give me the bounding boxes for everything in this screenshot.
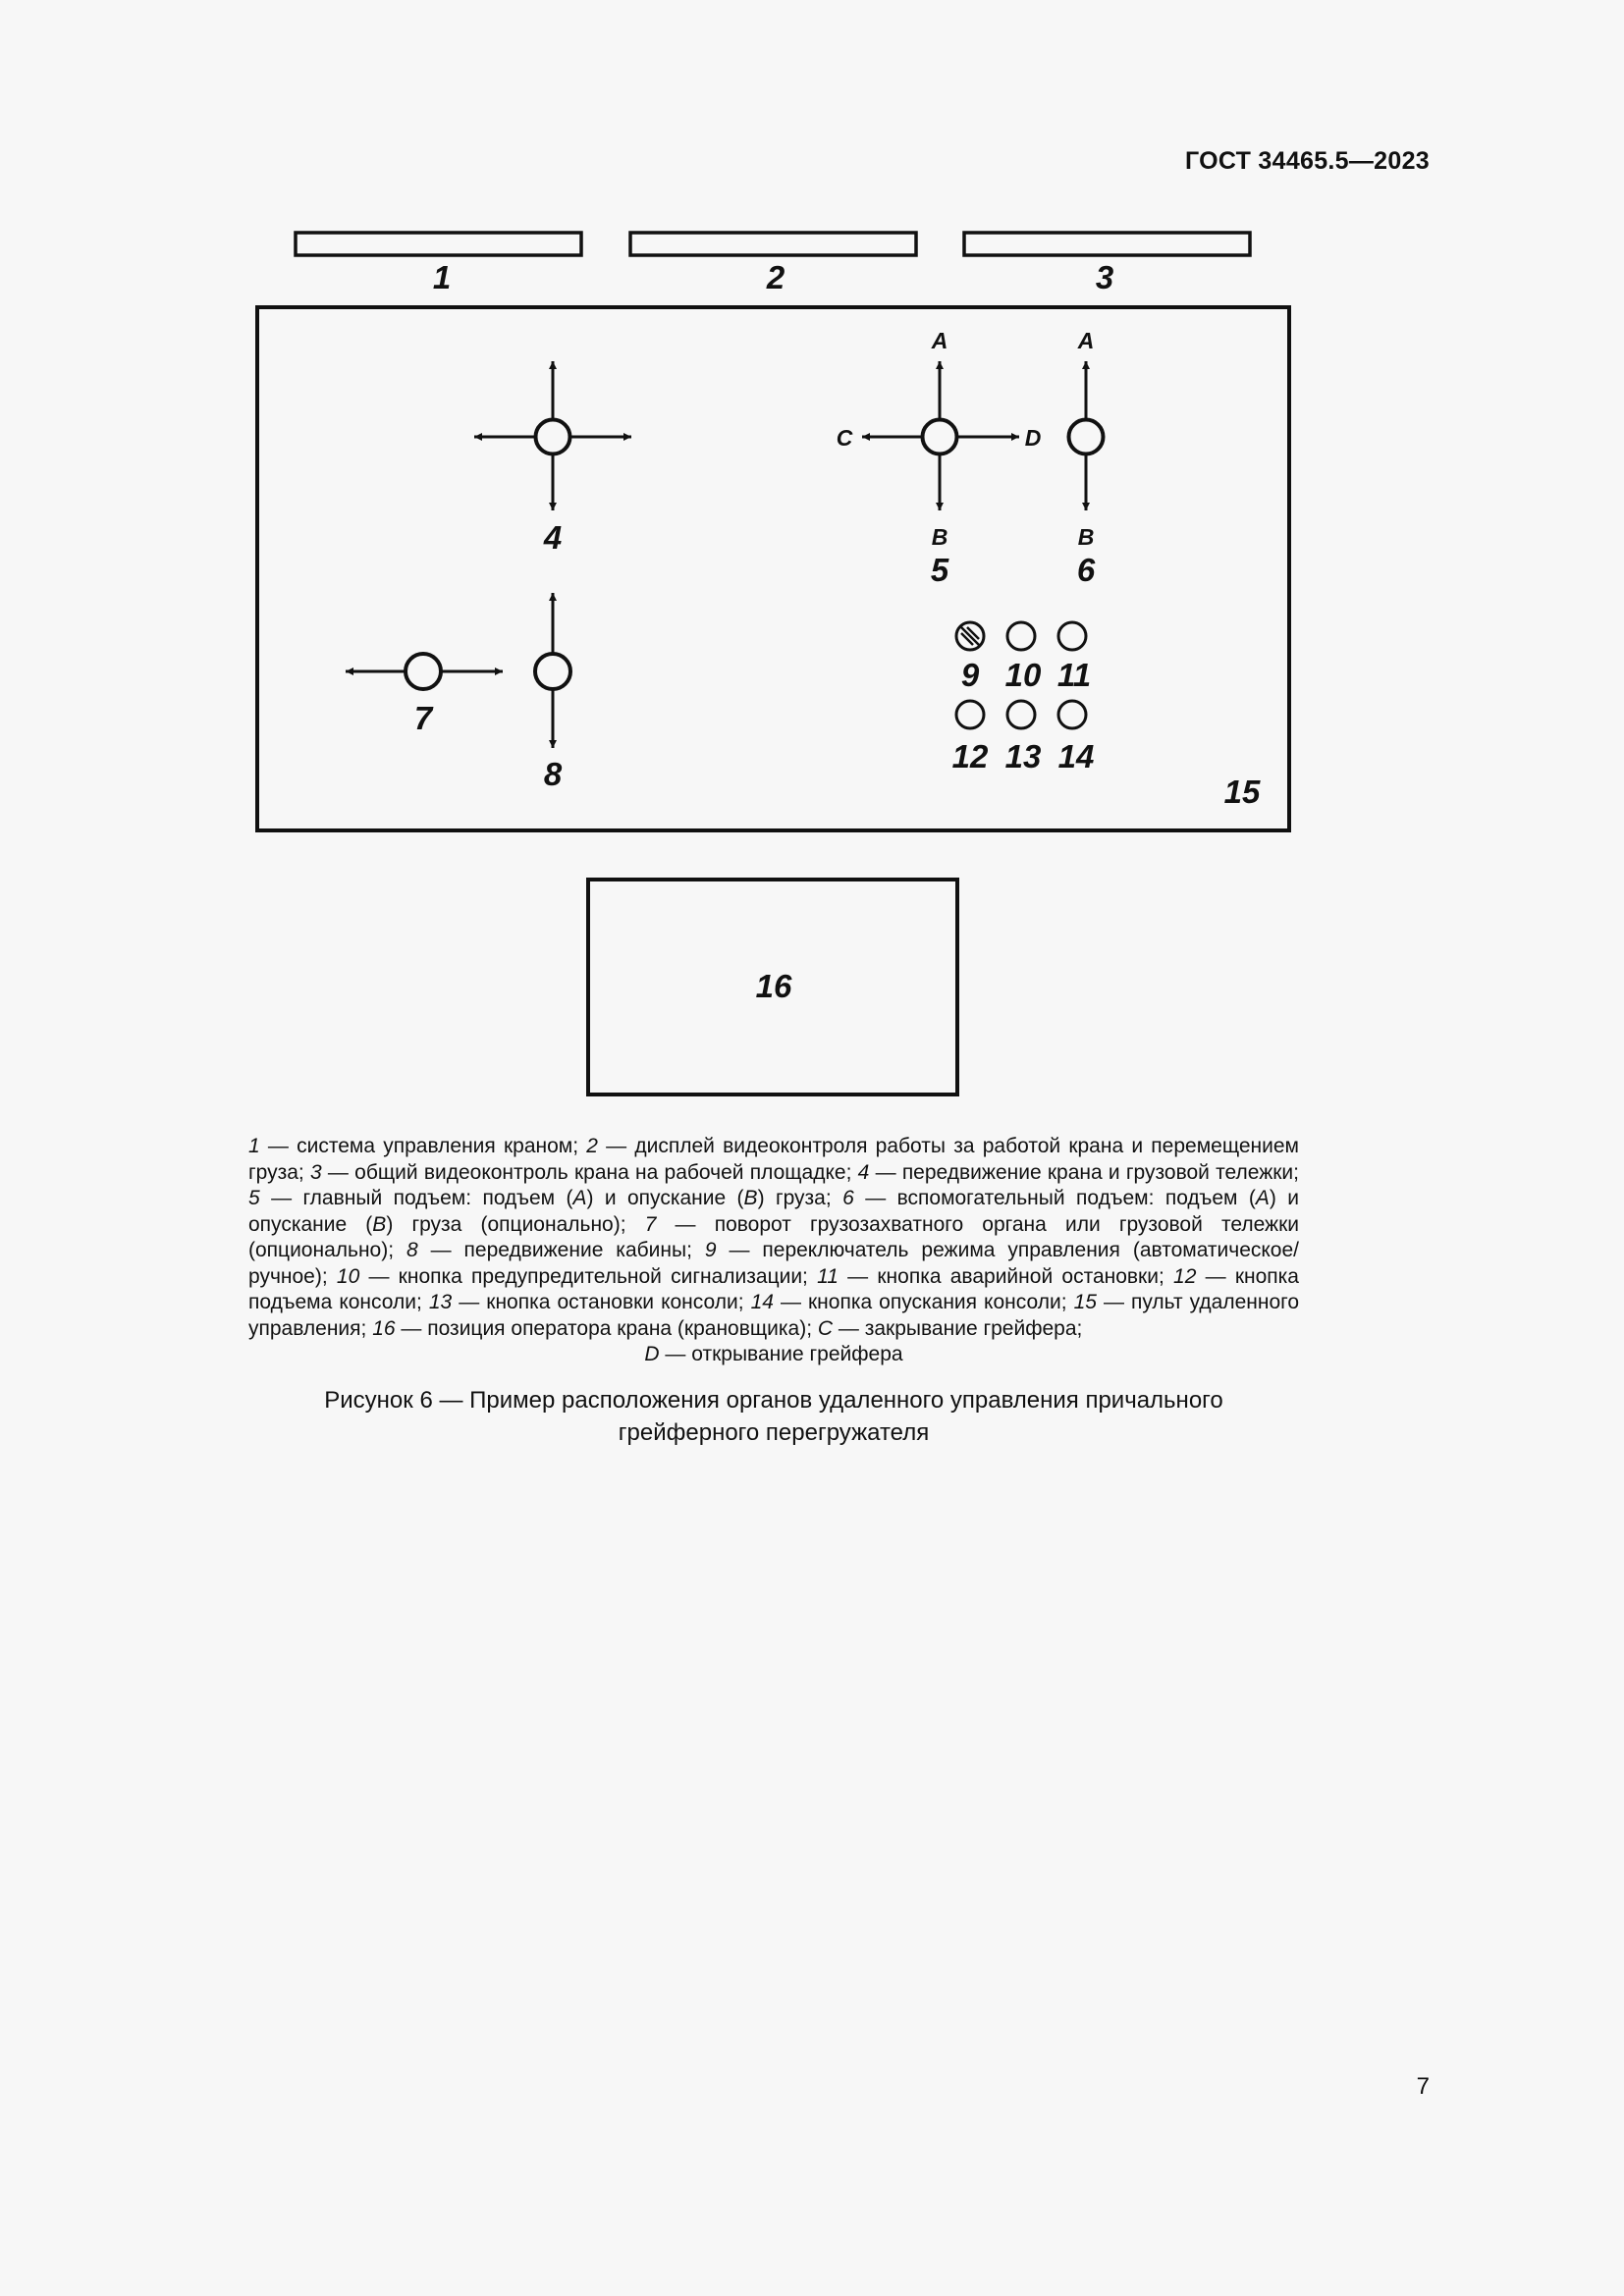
legend-key: 3	[309, 1160, 322, 1184]
boom-down-button-14-icon	[1058, 701, 1086, 728]
legend-key: 10	[336, 1264, 360, 1288]
direction-c: C	[836, 425, 853, 451]
legend-text: ) груза (опционально);	[386, 1212, 645, 1236]
label-14: 14	[1057, 738, 1095, 774]
direction-d: D	[1024, 425, 1042, 451]
legend-key: B	[743, 1187, 758, 1209]
display-general-video	[964, 233, 1250, 255]
remote-control-console	[257, 307, 1289, 830]
label-16: 16	[755, 968, 792, 1004]
legend-key: A	[572, 1187, 587, 1209]
label-6: 6	[1076, 552, 1096, 588]
label-8: 8	[543, 756, 563, 792]
legend-text: — передвижение крана и грузовой тележки;	[869, 1160, 1299, 1184]
legend-text: — переключатель режима управления (автоматическое/ручное);	[248, 1239, 1299, 1288]
direction-b-6: B	[1077, 524, 1095, 550]
figure-caption	[245, 1384, 1302, 1449]
label-4: 4	[543, 519, 563, 556]
label-9: 9	[960, 657, 980, 693]
legend-key: 8	[406, 1239, 418, 1261]
label-5: 5	[930, 552, 949, 588]
legend-key: B	[372, 1212, 387, 1236]
legend-text: — вспомогательный подъем: подъем (	[853, 1187, 1256, 1209]
legend-key: 4	[857, 1160, 870, 1184]
display-crane-control	[296, 233, 581, 255]
legend-key: D	[644, 1343, 660, 1365]
legend-key: 13	[428, 1291, 453, 1313]
caption-line-2: грейферного перегружателя	[618, 1419, 930, 1446]
direction-a-5: A	[931, 328, 948, 353]
legend-text: ) груза;	[757, 1187, 843, 1209]
legend-text: — кнопка подъема консоли;	[248, 1264, 1299, 1313]
legend-text: — кнопка предупредительной сигнализации;	[359, 1264, 818, 1288]
legend-last-line	[248, 1342, 1299, 1368]
legend-key: 16	[372, 1316, 396, 1340]
legend-key: 14	[750, 1291, 774, 1313]
figure-diagram	[0, 0, 1624, 1119]
legend-text: — пульт удаленного управления;	[248, 1291, 1300, 1340]
label-2: 2	[766, 259, 785, 295]
legend-key: A	[1255, 1187, 1270, 1209]
legend-text: — главный подъем: подъем (	[259, 1187, 573, 1209]
caption-line-1: Рисунок 6 — Пример расположения органов удаленного управления причального	[324, 1387, 1223, 1414]
mode-switch-9-icon	[956, 622, 984, 650]
legend-text: — система управления краном;	[259, 1135, 587, 1157]
figure-legend	[248, 1134, 1299, 1368]
legend-key: 9	[704, 1239, 717, 1261]
warning-button-10-icon	[1007, 622, 1035, 650]
joystick-8-icon	[535, 593, 570, 748]
label-7: 7	[413, 700, 433, 736]
legend-text: — кнопка остановки консоли;	[452, 1291, 751, 1313]
legend-text: ) и опускание (	[586, 1187, 744, 1209]
legend-text: — открывание грейфера	[659, 1343, 903, 1365]
boom-up-button-12-icon	[956, 701, 984, 728]
legend-body	[248, 1135, 1299, 1340]
legend-key: 11	[817, 1264, 839, 1288]
joystick-6-icon	[1069, 361, 1104, 510]
legend-key: 7	[644, 1212, 657, 1236]
legend-key: C	[817, 1316, 834, 1340]
boom-stop-button-13-icon	[1007, 701, 1035, 728]
legend-text: — передвижение кабины;	[417, 1239, 705, 1261]
legend-key: 12	[1173, 1264, 1197, 1288]
label-13: 13	[1004, 738, 1042, 774]
legend-text: — дисплей видеоконтроля работы за работой крана и перемещением груза;	[248, 1135, 1299, 1184]
direction-b-5: B	[931, 524, 948, 550]
legend-text: — закрывание грейфера;	[833, 1316, 1083, 1340]
document-code: ГОСТ 34465.5—2023	[1184, 147, 1430, 175]
joystick-5-icon	[862, 361, 1019, 510]
label-3: 3	[1095, 259, 1114, 295]
label-11: 11	[1056, 657, 1092, 693]
legend-key: 1	[248, 1135, 260, 1157]
joystick-4-icon	[474, 361, 631, 510]
label-1: 1	[432, 259, 452, 295]
legend-text: ) и опускание (	[248, 1187, 1299, 1236]
label-15: 15	[1223, 774, 1261, 810]
label-10: 10	[1004, 657, 1042, 693]
legend-key: 2	[586, 1135, 598, 1157]
legend-key: 5	[248, 1187, 260, 1209]
page-number: 7	[1416, 2073, 1430, 2100]
direction-a-6: A	[1077, 328, 1095, 353]
label-12: 12	[951, 738, 989, 774]
emergency-stop-button-11-icon	[1058, 622, 1086, 650]
legend-text: — поворот грузозахватного органа или грузовой тележки (опционально);	[248, 1212, 1300, 1261]
legend-text: — кнопка аварийной остановки;	[838, 1264, 1174, 1288]
legend-text: — позиция оператора крана (крановщика);	[395, 1316, 818, 1340]
legend-key: 6	[842, 1187, 854, 1209]
legend-text: — общий видеоконтроль крана на рабочей площадке;	[321, 1160, 858, 1184]
joystick-7-icon	[346, 654, 503, 689]
legend-key: 15	[1073, 1291, 1097, 1313]
legend-text: — кнопка опускания консоли;	[773, 1291, 1074, 1313]
display-video-control	[630, 233, 916, 255]
